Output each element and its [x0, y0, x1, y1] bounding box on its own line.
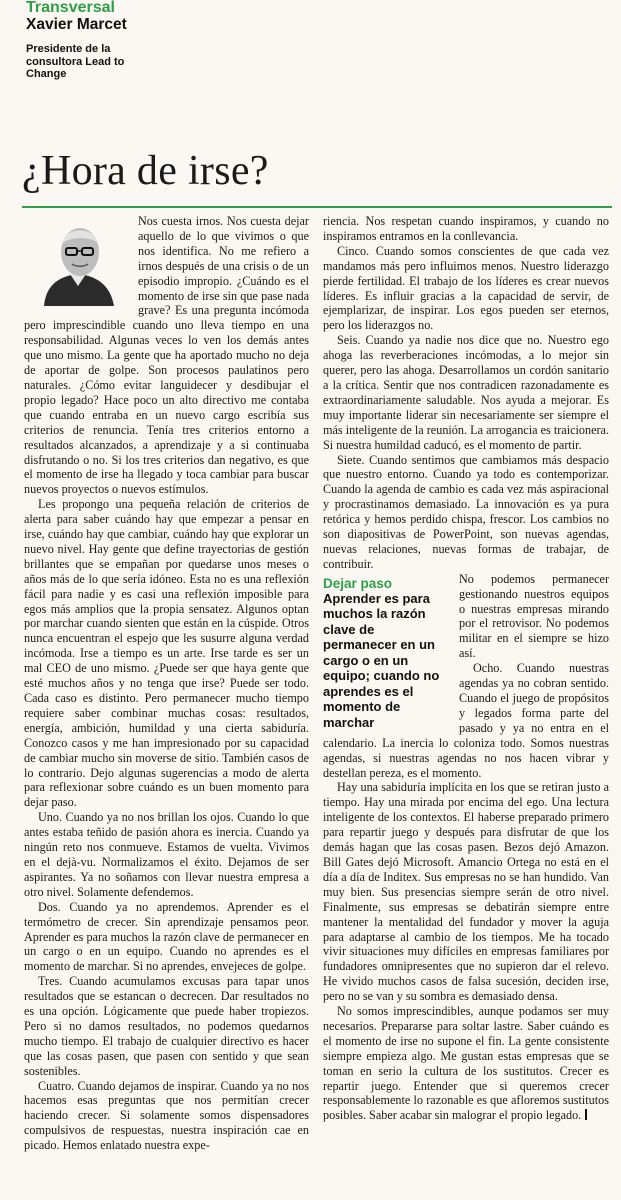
paragraph: Siete. Cuando sentimos que cambiamos más despacio que nuestro entorno. Cuando ya todo es contemporizar. Cuando la agenda de cambio es cada vez más aspiracional y procrastinamos demasiado. La innovación es ya pura retórica y hemos perdido chispa, frescor. Los cambios no son diapositivas de PowerPoint, son nuevas agendas, nuevas relaciones, nuevas formas de trabajar, de contribuir. [323, 452, 609, 571]
left-column [24, 214, 309, 1196]
paragraph: Tres. Cuando acumulamos excusas para tapar unos resultados que se estancan o decrecen. Dar resultados no es una opción. Lógicamente que puede haber tropiezos. Pero si no damos resultados, no podemos quedarnos mucho tiempo. El trabajo de cualquier directivo es hacer que las cosas pasen, que pasen con sentido y que sean sostenibles. [24, 974, 309, 1078]
author-name: Xavier Marcet [26, 16, 127, 33]
paragraph: Uno. Cuando ya no nos brillan los ojos. Cuando lo que antes estaba teñido de pasión ahora es inercia. Cuando ya ningún reto nos conmueve. Estamos de vuelta. Vivimos en el dejà-vu. Normalizamos el éxito. Dejamos de ser aspirantes. Ya no soñamos con llevar nuestra empresa a otro nivel. Solamente defendemos. [24, 810, 309, 899]
pull-quote [323, 576, 449, 731]
closing-text: No somos imprescindibles, aunque podamos ser muy necesarios. Prepararse para soltar lastre. Saber cuándo es el momento de irse no supone el fin. La gente consistente siempre empieza algo. Me gustan estas empresas que se toman en serio la cultura de los sustitutos. Crecer es repartir juego. Entender que si queremos crecer responsablemente lo razonable es que afloremos sustitutos posibles. Saber acabar sin malograr el propio legado. [323, 1004, 609, 1123]
right-column [323, 214, 609, 1196]
paragraph: Hay una sabiduría implícita en los que se retiran justo a tiempo. Hay una mirada por encima del ego. Una lectura inteligente de los contextos. El haberse preparado primero para repartir juego y después para disfrutar de que los demás hagan que las cosas pasen. Bezos dejó Amazon. Bill Gates dejó Microsoft. Amancio Ortega no está en el día a día de Inditex. Sus empresas no se han hundido. Van muy bien. Sus presencias siempre serán de otro nivel. Finalmente, sus empresas se debatirán siempre entre mantener la mentalidad del fundador y mover la aguja para adaptarse al cambio de los tiempos. Me ha tocado vivir situaciones muy difíciles en empresas familiares por fundadores omnipresentes que no supieron dar el relevo. He vivido muchos casos de falsa sucesión, deciden irse, pero no se van y su sombra es demasiado densa. [323, 780, 609, 1004]
paragraph: Dos. Cuando ya no aprendemos. Aprender es el termómetro de crecer. Sin aprendizaje pensamos peor. Aprender es para muchos la razón clave de permanecer en un cargo o en un equipo. Cuando no aprendes es el momento de marchar. Si no aprendes, envejeces de golpe. [24, 899, 309, 974]
paragraph: No podemos permanecer gestionando nuestros equipos o nuestras empresas mirando por el retrovisor. No podemos militar en el siempre se hizo así. [459, 571, 609, 661]
paragraph: Seis. Cuando ya nadie nos dice que no. Nuestro ego ahoga las reverberaciones incómodas, a lo mejor sin querer, pero las ahoga. Desarrollamos un cordón sanitario a la crítica. Sentir que nos contradicen razonadamente es extraordinariamente saludable. Nos ayuda a mejorar. Es muy importante liderar sin necesariamente ser siempre el más inteligente de la reunión. La arrogancia es traicionera. Si nuestra humildad caducó, es el momento de partir. [323, 333, 609, 452]
section-label: Transversal [26, 0, 115, 16]
headline-rule [22, 206, 612, 208]
paragraph [323, 1004, 609, 1123]
paragraph: Cinco. Cuando somos conscientes de que cada vez mandamos más pero influimos menos. Nuestro liderazgo pierde fertilidad. El trabajo de los líderes es crear nuevos líderes. Es influir gracias a la capacidad de servir, de ejemplarizar, de inspirar. Los egos pueden ser eternos, pero los liderazgos no. [323, 243, 609, 333]
paragraph: Les propongo una pequeña relación de criterios de alerta para saber cuándo hay que empezar a pensar en irse, cuándo hay que cambiar, cuándo hay que explorar un nuevo nivel. Hay gente que define trayectorias de gestión brillantes que se empañan por quedarse unos meses o años más de lo que sería idóneo. Esta no es una reflexión fácil para nadie y es casi una reflexión imposible para egos más amplios que la propia sensatez. Algunos optan por marchar cuando sienten que están en la cúspide. Otros nunca encuentran el espejo que les susurre alguna verdad incómoda. Irse a tiempo es un arte. Irse tarde es ser un mal CEO de uno mismo. ¿Puede ser que haya gente que esté muchos años y no tenga que irse? Puede ser todo. Cada caso es distinto. Pero permanecer mucho tiempo requiere saber combinar muchas cosas: resultados, energía, ambición, humildad y una cierta sabiduría. Conozco casos y me han impresionado por su capacidad de cambiar mucho sin moverse de sitio. También casos de lo contrario. Dejo algunas sugerencias a modo de alerta para reflexionar sobre cuándo es un buen momento para dejar paso. [24, 497, 309, 810]
author-photo [24, 214, 132, 306]
paragraph: Cuatro. Cuando dejamos de inspirar. Cuando ya no nos hacemos esas preguntas que nos permitían crecer haciendo crecer. Si solamente somos dispensadores compulsivos de respuestas, nuestra inspiración cae en picado. Hemos enlatado nuestra expe- [24, 1078, 309, 1153]
pull-quote-text: Aprender es para muchos la razón clave de permanecer en un cargo o en un equipo; cuando no aprendes es el momento de marchar [323, 590, 440, 730]
author-role: Presidente de la consultora Lead to Change [26, 43, 125, 80]
paragraph: Ocho. Cuando nuestras agendas ya no cobran sentido. Cuando el juego de propósitos y legados forma parte del pasado y ya no entra en el calendario. La inercia lo coloniza todo. Somos nuestras agendas, si nuestras agendas no nos hacen vibrar y destellan pereza, es el momento. [323, 661, 609, 780]
headline: ¿Hora de irse? [22, 148, 269, 194]
paragraph: Nos cuesta irnos. Nos cuesta dejar aquello de lo que vivimos o que nos identifica. No me refiero a irnos después de una crisis o de un episodio impropio. ¿Cuándo es el momento de irse sin que pase nada grave? Es una pregunta incómoda pero imprescindible cuando uno lleva tiempo en una responsabilidad. Algunas veces lo ven los demás antes que uno mismo. La gente que ha aportado mucho no deja de aportar de golpe. Son procesos paulatinos pero naturales. ¿Cómo evitar languidecer y desdibujar el propio legado? Hace poco un alto directivo me contaba que cuando entraba en un nuevo cargo escribía sus criterios de renuncia. Tenía tres criterios entorno a resultados alcanzados, a aprendizaje y a si continuaba disfrutando o no. Si los tres criterios dan negativo, es que el momento de irse ha llegado y toca cambiar para buscar nuevos proyectos o nuevos estímulos. [24, 214, 309, 497]
pull-quote-title: Dejar paso [323, 575, 393, 591]
paragraph: riencia. Nos respetan cuando inspiramos, y cuando no inspiramos entramos en la conllevancia. [323, 214, 609, 243]
header [26, 0, 326, 81]
end-mark [585, 1109, 587, 1120]
